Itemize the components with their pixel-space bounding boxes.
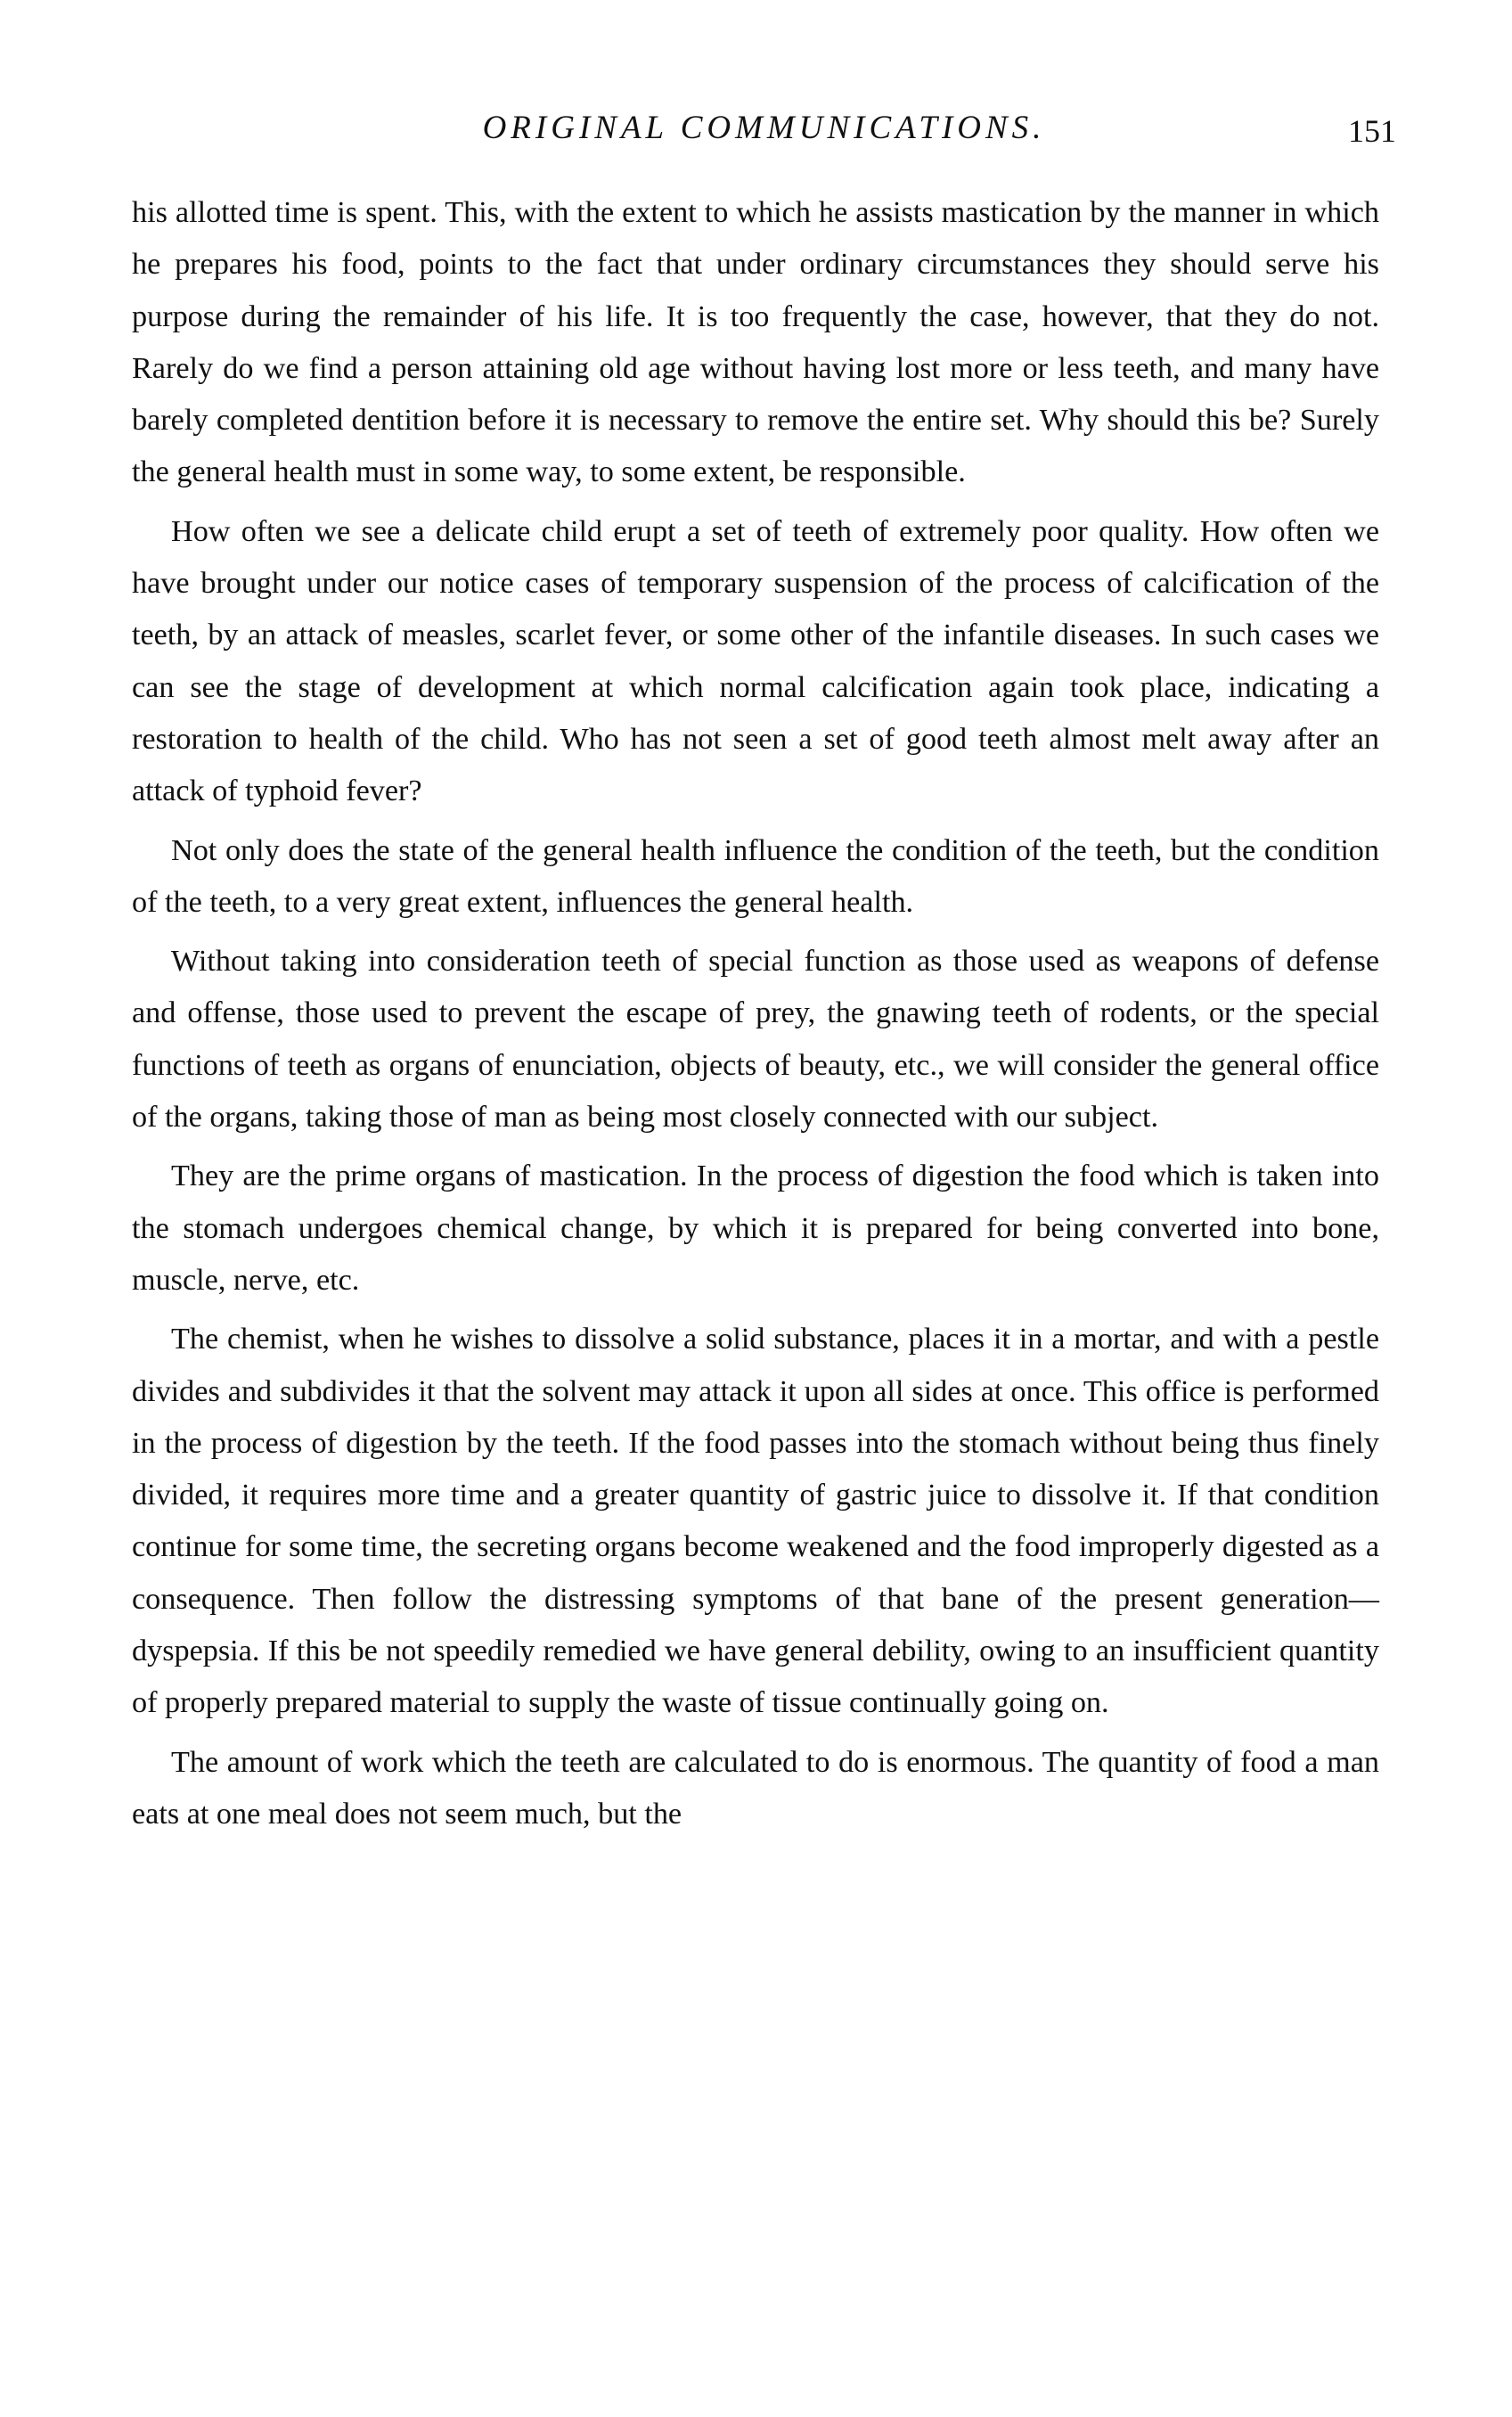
running-head [132,105,1396,159]
body-text [132,187,1379,1848]
paragraph: his allotted time is spent. This, with the extent to which he assists mastication by the manner in which he prepares his food, points to the fact that under ordinary circumstances they should serve his purpose during the remainder of his life. It is too frequently the case, however, that they do not. Rarely do we find a person attaining old age without having lost more or less teeth, and many have barely completed dentition before it is necessary to remove the entire set. Why should this be? Surely the general health must in some way, to some extent, be responsible. [132,196,1379,489]
paragraph: Without taking into consideration teeth of special function as those used as weapons of defense and offense, those used to prevent the escape of prey, the gnawing teeth of rodents, or the special functions of teeth as organs of enunciation, objects of beauty, etc., we will consider the general office of the organs, taking those of man as being most closely connected with our subject. [132,945,1379,1135]
running-title: ORIGINAL COMMUNICATIONS. [482,110,1046,146]
paragraph: The chemist, when he wishes to dissolve a solid substance, places it in a mortar, and with a pestle divides and subdivides it that the solvent may attack it upon all sides at once. This office is performed in the process of digestion by the teeth. If the food passes into the stomach without being thus finely divided, it requires more time and a greater quantity of gastric juice to dissolve it. If that condition continue for some time, the secreting organs become weakened and the food improperly digested as a consequence. Then follow the distressing symptoms of that bane of the present generation—dyspepsia. If this be not speedily remedied we have general debility, owing to an insufficient quantity of properly prepared material to supply the waste of tissue continually going on. [132,1323,1379,1720]
paragraph: How often we see a delicate child erupt a set of teeth of extremely poor quality. How often we have brought under our notice cases of temporary suspension of the process of calcification of the teeth, by an attack of measles, scarlet fever, or some other of the infantile diseases. In such cases we can see the stage of development at which normal calcification again took place, indicating a restoration to health of the child. Who has not seen a set of good teeth almost melt away after an attack of typhoid fever? [132,514,1379,808]
page-number: 151 [1348,113,1396,149]
paragraph: The amount of work which the teeth are calculated to do is enormous. The quantity of food a man eats at one meal does not seem much, but the [132,1745,1379,1831]
paragraph: They are the prime organs of mastication. In the process of digestion the food which is taken into the stomach undergoes chemical change, by which it is prepared for being converted into bone, muscle, nerve, etc. [132,1159,1379,1297]
paragraph: Not only does the state of the general health influence the condition of the teeth, but the condition of the teeth, to a very great extent, influences the general health. [132,833,1379,919]
